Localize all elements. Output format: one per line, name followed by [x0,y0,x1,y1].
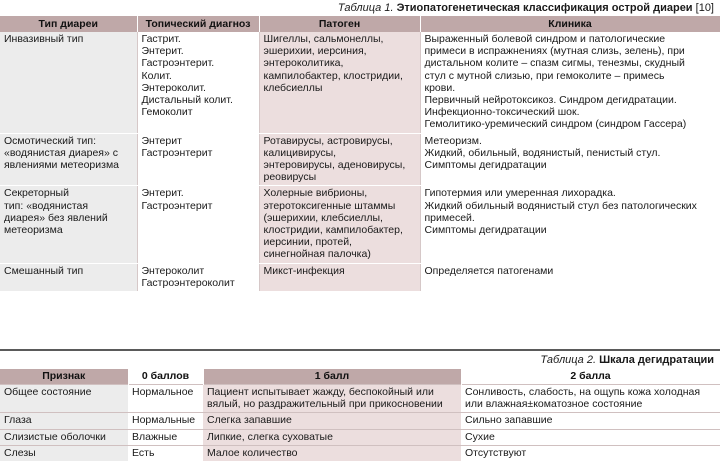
table-row [0,429,720,445]
table-row [0,413,720,429]
cell-zero: Нормальное [128,385,203,413]
table1-caption-title: Этиопатогенетическая классификация острой диареи [396,2,693,14]
table2-caption [540,354,714,367]
table2-header-row [0,369,720,385]
cell-pathogen: Микст-инфекция [259,263,420,291]
cell-pathogen: Шигеллы, сальмонеллы, эшерихии, иерсиния, энтероколитика, кампилобактер, клостридии, клебсиеллы [259,32,420,133]
diarrhea-classification-table [0,16,720,292]
table2-caption-prefix: Таблица 2. [540,354,597,366]
dehydration-scale-table [0,369,720,461]
cell-sign: Слезы [0,445,128,461]
cell-diagnosis: Энтероколит Гастроэнтероколит [137,263,259,291]
cell-clinic: Гипотермия или умеренная лихорадка. Жидкий обильный водянистый стул без патологических примесей. Симптомы дегидратации [420,186,720,263]
cell-one: Липкие, слегка суховатые [203,429,461,445]
table1-header-pathogen: Патоген [259,16,420,32]
table1-header-row [0,16,720,32]
table-row [0,385,720,413]
cell-pathogen: Холерные вибрионы, этеротоксигенные штаммы (эшерихии, клебсиеллы, клостридии, кампилобактер, иерсинии, протей, синегнойная палочка) [259,186,420,263]
cell-two: Сильно запавшие [461,413,720,429]
table2-header-one: 1 балл [203,369,461,385]
cell-zero: Есть [128,445,203,461]
table-row [0,186,720,263]
table1-header-type: Тип диареи [0,16,137,32]
cell-two: Сонливость, слабость, на ощупь кожа холодная или влажная±коматозное состояние [461,385,720,413]
table1-caption-ref: [10] [695,2,714,14]
table2-header-zero: 0 баллов [128,369,203,385]
table1-caption [338,2,714,15]
table-row [0,263,720,291]
cell-type: Осмотический тип: «водянистая диарея» с явлениями метеоризма [0,133,137,186]
cell-two: Сухие [461,429,720,445]
cell-pathogen: Ротавирусы, астровирусы, калицивирусы, энтеровирусы, аденовирусы, реовирусы [259,133,420,186]
table1-caption-prefix: Таблица 1. [337,2,394,14]
section-divider [0,349,720,351]
cell-clinic: Выраженный болевой синдром и патологические примеси в испражнениях (мутная слизь, зелень), при дистальном колите – спазм сигмы, тенезмы, скудный стул с мутной слизью, при гемоколите – примесь крови. Первичный нейротоксикоз. Синдром дегидратации. Инфекционно-токсический шок. Гемолитико-уремический синдром (синдром Гассера) [420,32,720,133]
cell-diagnosis: Энтерит Гастроэнтерит [137,133,259,186]
cell-one: Пациент испытывает жажду, беспокойный или вялый, но раздражительный при прикосновении [203,385,461,413]
cell-zero: Нормальные [128,413,203,429]
table-row [0,445,720,461]
cell-one: Малое количество [203,445,461,461]
table-row [0,32,720,133]
table2-caption-title: Шкала дегидратации [599,354,714,366]
cell-diagnosis: Гастрит. Энтерит. Гастроэнтерит. Колит. Энтероколит. Дистальный колит. Гемоколит [137,32,259,133]
table2-header-sign: Признак [0,369,128,385]
cell-diagnosis: Энтерит. Гастроэнтерит [137,186,259,263]
cell-type: Смешанный тип [0,263,137,291]
cell-type: Секреторный тип: «водянистая диарея» без явлений метеоризма [0,186,137,263]
cell-clinic: Метеоризм. Жидкий, обильный, водянистый, пенистый стул. Симптомы дегидратации [420,133,720,186]
cell-one: Слегка запавшие [203,413,461,429]
table1-header-diagnosis: Топический диагноз [137,16,259,32]
table-row [0,133,720,186]
cell-sign: Общее состояние [0,385,128,413]
cell-type: Инвазивный тип [0,32,137,133]
cell-sign: Глаза [0,413,128,429]
cell-sign: Слизистые оболочки [0,429,128,445]
table2-header-two: 2 балла [461,369,720,385]
cell-clinic: Определяется патогенами [420,263,720,291]
cell-zero: Влажные [128,429,203,445]
table1-header-clinic: Клиника [420,16,720,32]
cell-two: Отсутствуют [461,445,720,461]
